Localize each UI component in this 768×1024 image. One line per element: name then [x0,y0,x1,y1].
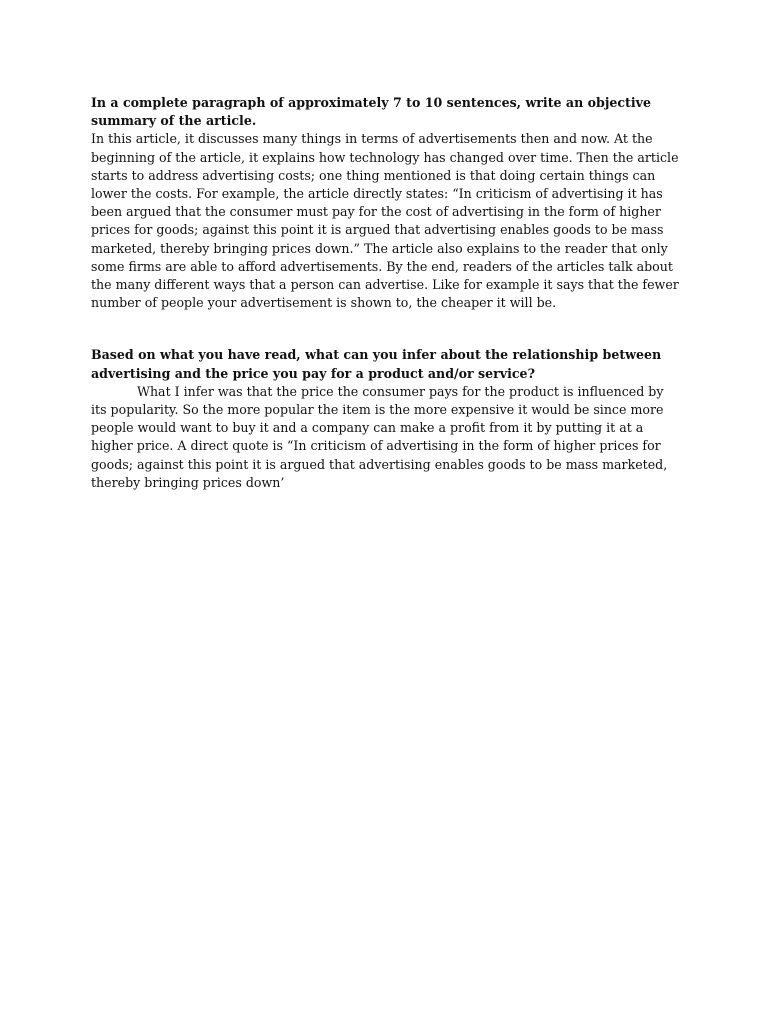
summary-answer [91,130,681,312]
answer-line: goods; against this point it is argued that advertising enables goods to be mass marketed, [91,456,668,472]
answer-line: In this article, it discusses many things in terms of advertisements then and now. At the [91,131,653,147]
inference-question [91,346,681,382]
answer-line: beginning of the article, it explains how technology has changed over time. Then the article [91,149,679,165]
answer-line: What I infer was that the price the consumer pays for the product is influenced by [137,383,664,399]
summary-question [91,94,681,130]
answer-line: people would want to buy it and a company can make a profit from it by putting it at a [91,420,644,436]
answer-line: its popularity. So the more popular the item is the more expensive it would be since more [91,402,664,418]
answer-line: thereby bringing prices down’ [91,474,285,490]
document-body [91,94,681,492]
answer-line: marketed, thereby bringing prices down.” The article also explains to the reader that only [91,240,668,256]
inference-answer [91,383,681,492]
question-line: In a complete paragraph of approximately 7 to 10 sentences, write an objective [91,95,651,110]
answer-line: starts to address advertising costs; one thing mentioned is that doing certain things can [91,167,656,183]
answer-line: some firms are able to afford advertisements. By the end, readers of the articles talk about [91,258,673,274]
answer-line: lower the costs. For example, the article directly states: “In criticism of advertising it has [91,186,663,202]
question-line: summary of the article. [91,113,257,129]
answer-line: prices for goods; against this point it is argued that advertising enables goods to be mass [91,222,664,238]
inference-section [91,346,681,492]
question-line: advertising and the price you pay for a product and/or service? [91,365,535,381]
answer-line: number of people your advertisement is shown to, the cheaper it will be. [91,295,557,311]
answer-line: higher price. A direct quote is “In criticism of advertising in the form of higher prices for [91,438,661,454]
answer-line: the many different ways that a person can advertise. Like for example it says that the fewer [91,277,679,293]
summary-section [91,94,681,312]
answer-line: been argued that the consumer must pay for the cost of advertising in the form of higher [91,204,661,220]
question-line: Based on what you have read, what can you infer about the relationship between [91,347,662,363]
